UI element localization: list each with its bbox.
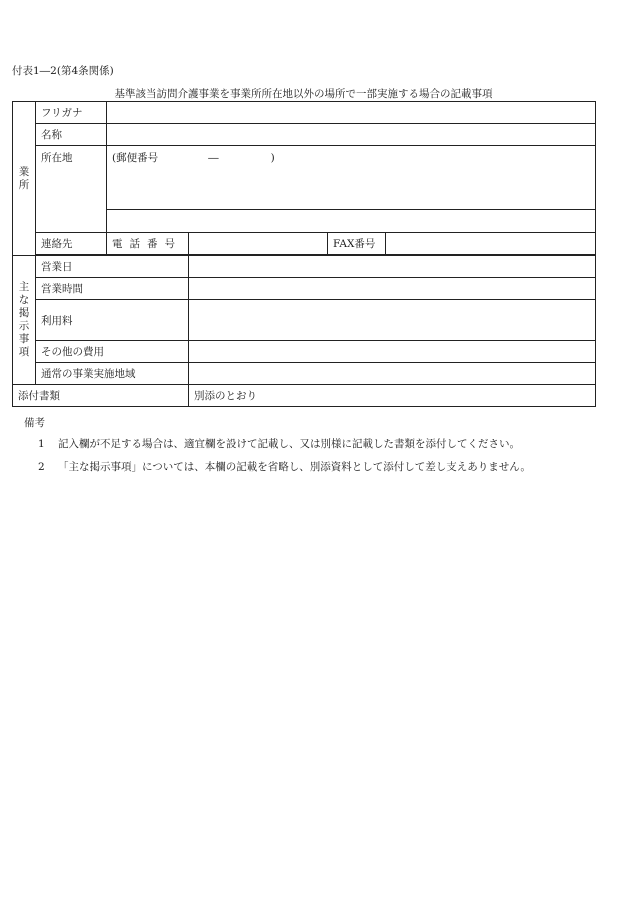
service-area-label: 通常の事業実施地域 xyxy=(36,363,189,385)
postal-code-label: (郵便番号 xyxy=(112,152,159,164)
postal-code-field[interactable] xyxy=(107,146,596,210)
address-label: 所在地 xyxy=(36,146,107,233)
postal-dash: ― xyxy=(208,152,219,164)
row-other-costs xyxy=(13,341,596,363)
business-days-label: 営業日 xyxy=(36,256,189,278)
section-main-label: 主 な 掲 示 事 項 xyxy=(13,256,36,385)
row-furigana xyxy=(13,102,596,124)
row-contact xyxy=(13,233,596,255)
furigana-field[interactable] xyxy=(107,102,596,124)
address-line-field[interactable] xyxy=(107,210,596,233)
phone-field[interactable] xyxy=(189,233,328,255)
row-address xyxy=(13,146,596,210)
other-costs-label: その他の費用 xyxy=(36,341,189,363)
row-business-hours xyxy=(13,278,596,300)
fees-label: 利用料 xyxy=(36,300,189,341)
fax-field[interactable] xyxy=(386,233,596,255)
notes-title: 備考 xyxy=(24,417,45,429)
note-item-2 xyxy=(38,459,531,474)
form-title: 基準該当訪問介護事業を事業所所在地以外の場所で一部実施する場合の記載事項 xyxy=(114,88,493,100)
row-service-area xyxy=(13,363,596,385)
service-area-field[interactable] xyxy=(189,363,596,385)
row-fees xyxy=(13,300,596,341)
name-label: 名称 xyxy=(36,124,107,146)
furigana-label: フリガナ xyxy=(36,102,107,124)
row-business-days xyxy=(13,256,596,278)
phone-label: 電話番号 xyxy=(107,233,189,255)
form-reference: 付表1―2(第4条関係) xyxy=(12,65,114,77)
note-number: 2 xyxy=(38,461,45,473)
business-hours-label: 営業時間 xyxy=(36,278,189,300)
postal-close: ) xyxy=(270,152,275,164)
attachments-label: 添付書類 xyxy=(13,385,189,407)
fees-field[interactable] xyxy=(189,300,596,341)
attachments-value: 別添のとおり xyxy=(189,385,596,407)
note-text: 「主な掲示事項」については、本欄の記載を省略し、別添資料として添付して差し支えありません。 xyxy=(58,461,531,473)
fax-label: FAX番号 xyxy=(328,233,386,255)
form-table xyxy=(12,101,596,407)
row-attachments xyxy=(13,385,596,407)
note-item-1 xyxy=(38,436,520,451)
note-number: 1 xyxy=(38,438,45,450)
row-name xyxy=(13,124,596,146)
section-office-label: 業 所 xyxy=(13,102,36,256)
contact-label: 連絡先 xyxy=(36,233,107,255)
business-days-field[interactable] xyxy=(189,256,596,278)
other-costs-field[interactable] xyxy=(189,341,596,363)
name-field[interactable] xyxy=(107,124,596,146)
note-text: 記入欄が不足する場合は、適宜欄を設けて記載し、又は別様に記載した書類を添付してください。 xyxy=(58,438,520,450)
business-hours-field[interactable] xyxy=(189,278,596,300)
